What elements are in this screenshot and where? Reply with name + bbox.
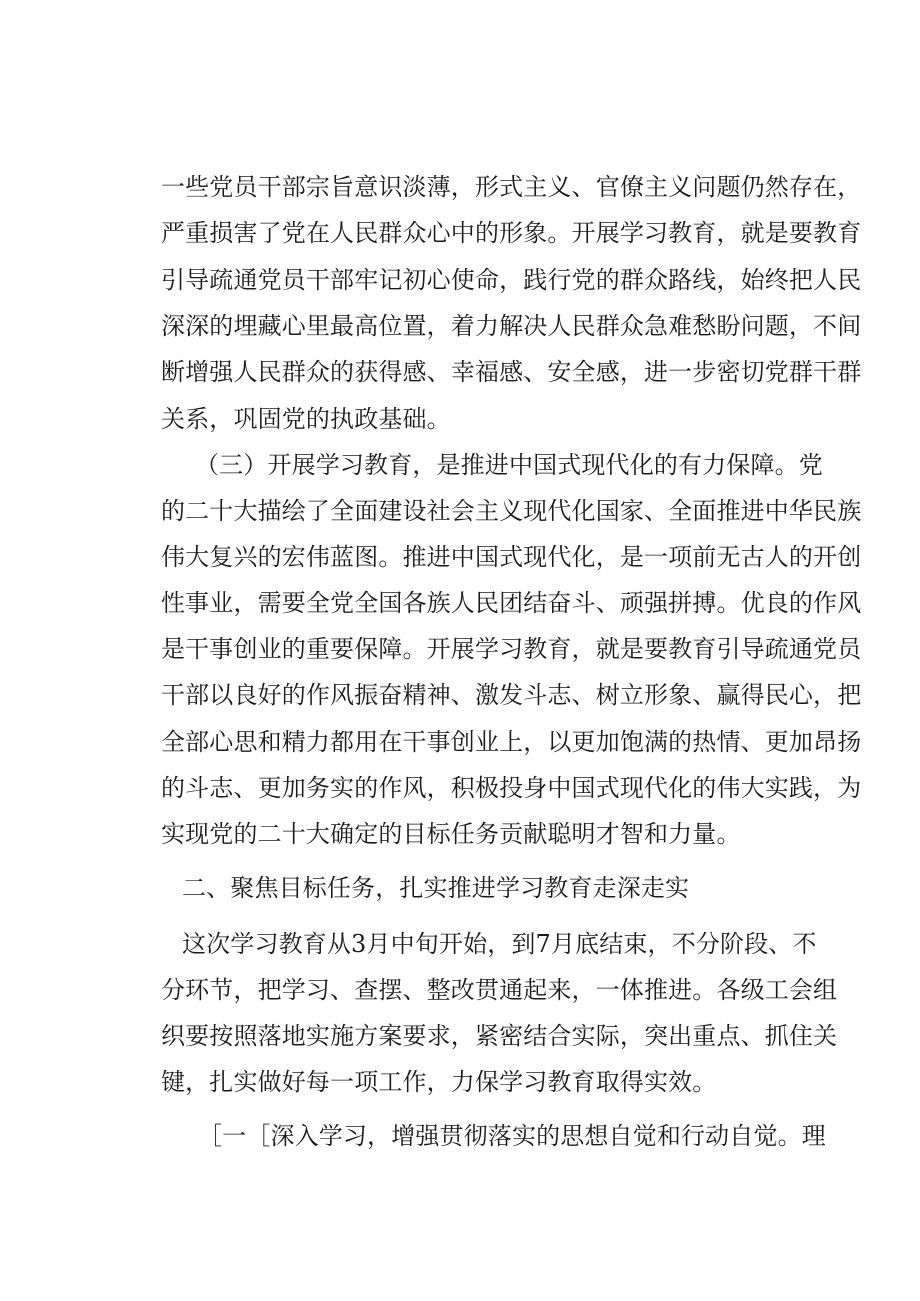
section-heading: 二、聚焦目标任务，扎实推进学习教育走深走实	[182, 874, 690, 902]
paragraph-line: 这次学习教育从3月中旬开始，到7月底结束，不分阶段、不	[182, 930, 817, 958]
paragraph-line: 一些党员干部宗旨意识淡薄，形式主义、官僚主义问题仍然存在，	[161, 173, 862, 201]
paragraph-line: 干部以良好的作风振奋精神、激发斗志、树立形象、赢得民心，把	[161, 681, 862, 709]
subsection-heading: ［一［深入学习，增强贯彻落实的思想自觉和行动自觉。理	[198, 1122, 826, 1150]
paragraph-line: （三）开展学习教育，是推进中国式现代化的有力保障。党	[195, 451, 823, 479]
paragraph-line: 深深的埋藏心里最高位置，着力解决人民群众急难愁盼问题，不间	[161, 312, 862, 340]
paragraph-line: 的斗志、更加务实的作风，积极投身中国式现代化的伟大实践，为	[161, 774, 862, 802]
paragraph-line: 织要按照落地实施方案要求，紧密结合实际，突出重点、抓住关	[161, 1022, 838, 1050]
paragraph-line: 的二十大描绘了全面建设社会主义现代化国家、全面推进中华民族	[161, 497, 862, 525]
paragraph-line: 关系，巩固党的执政基础。	[161, 405, 451, 433]
paragraph-line: 分环节，把学习、查摆、整改贯通起来，一体推进。各级工会组	[161, 976, 838, 1004]
paragraph-line: 引导疏通党员干部牢记初心使命，践行党的群众路线，始终把人民	[161, 266, 862, 294]
paragraph-line: 键，扎实做好每一项工作，力保学习教育取得实效。	[161, 1068, 717, 1096]
paragraph-line: 全部心思和精力都用在干事创业上，以更加饱满的热情、更加昂扬	[161, 728, 862, 756]
paragraph-line: 性事业，需要全党全国各族人民团结奋斗、顽强拼搏。优良的作风	[161, 589, 862, 617]
paragraph-line: 伟大复兴的宏伟蓝图。推进中国式现代化，是一项前无古人的开创	[161, 543, 862, 571]
paragraph-line: 严重损害了党在人民群众心中的形象。开展学习教育，就是要教育	[161, 219, 862, 247]
paragraph-line: 实现党的二十大确定的目标任务贡献聪明才智和力量。	[161, 820, 741, 848]
paragraph-line: 断增强人民群众的获得感、幸福感、安全感，进一步密切党群干群	[161, 358, 862, 386]
paragraph-line: 是干事创业的重要保障。开展学习教育，就是要教育引导疏通党员	[161, 635, 862, 663]
